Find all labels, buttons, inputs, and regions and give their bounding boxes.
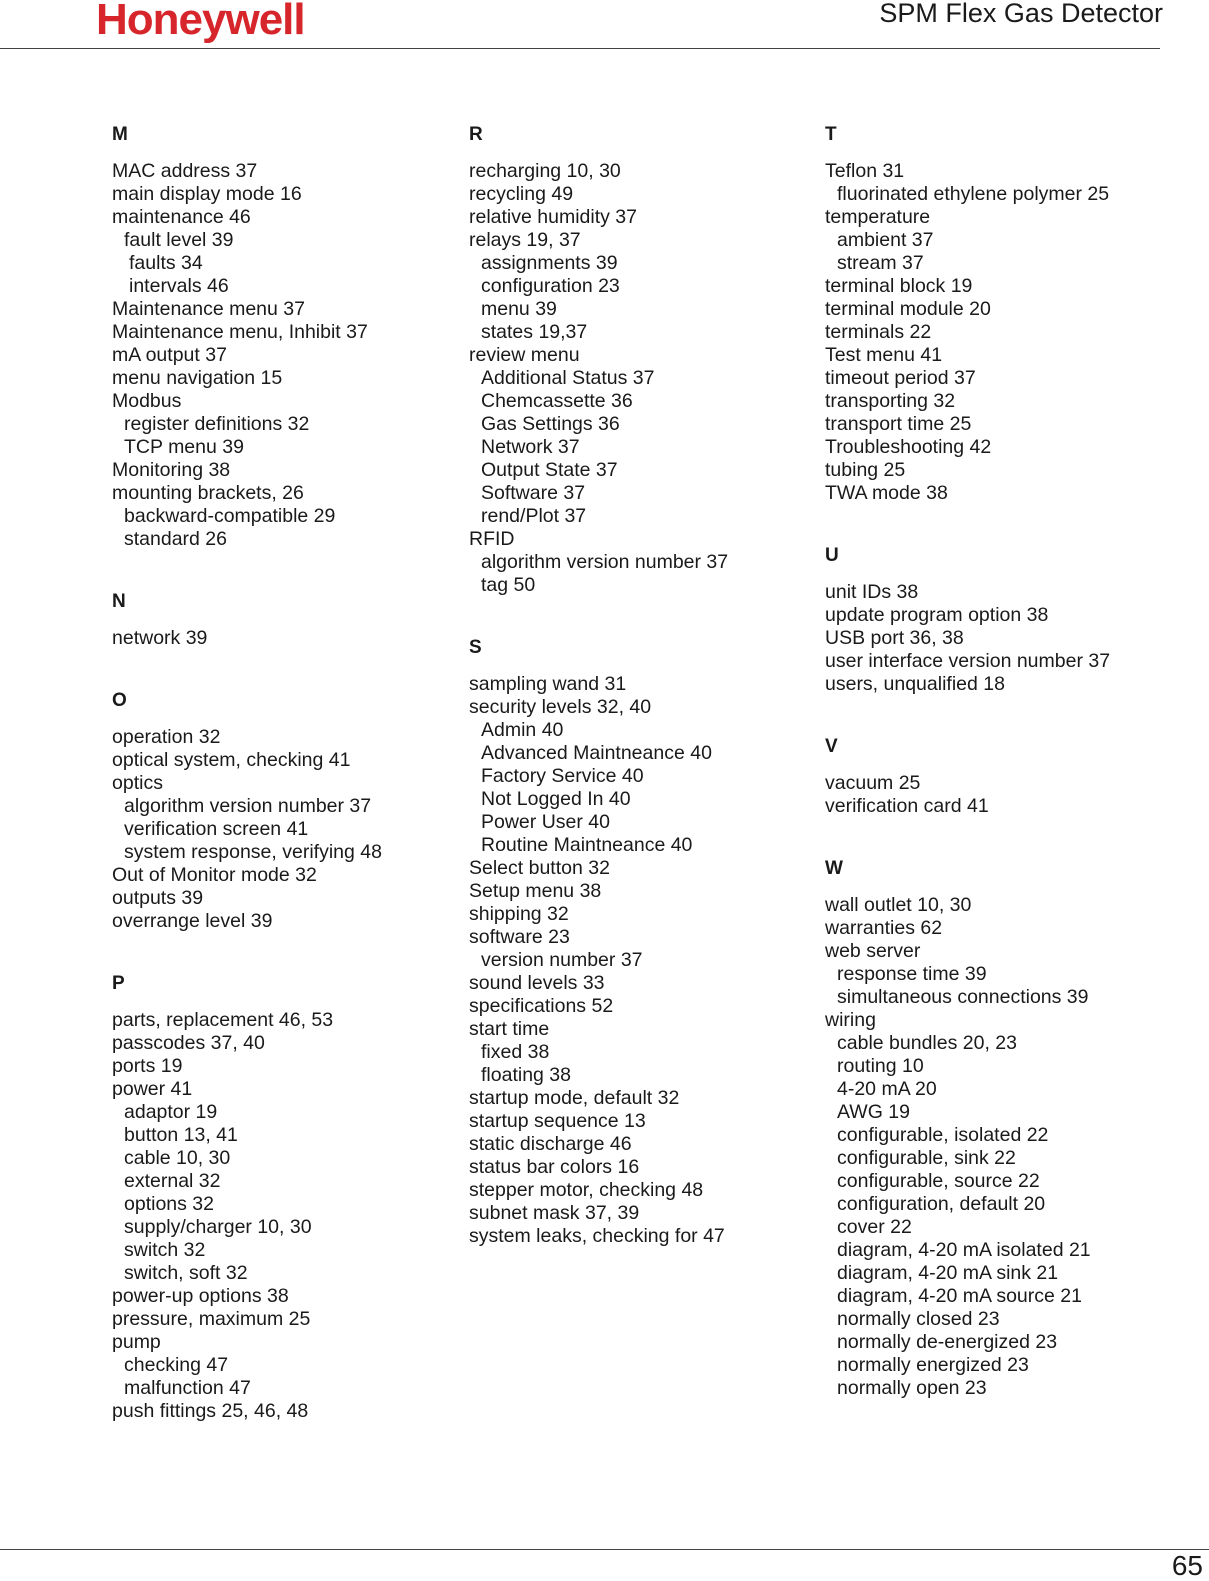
index-section: [469, 123, 809, 597]
index-entry: sound levels 33: [469, 972, 605, 994]
index-entry: sampling wand 31: [469, 673, 627, 695]
index-entry: overrange level 39: [112, 910, 273, 932]
index-entry: USB port 36, 38: [825, 627, 964, 649]
index-subentry: Routine Maintneance 40: [481, 834, 693, 856]
index-column-1: [112, 123, 452, 1462]
index-entry: maintenance 46: [112, 206, 251, 228]
index-entry: relays 19, 37: [469, 229, 581, 251]
index-entry: Out of Monitor mode 32: [112, 864, 317, 886]
index-subentry: configurable, isolated 22: [837, 1124, 1049, 1146]
index-subentry: options 32: [124, 1193, 214, 1215]
index-entry: terminal module 20: [825, 298, 991, 320]
index-subentry: switch, soft 32: [124, 1262, 248, 1284]
index-entry: timeout period 37: [825, 367, 976, 389]
footer-divider: [0, 1549, 1209, 1550]
index-subentry: cable 10, 30: [124, 1147, 231, 1169]
index-subentry: Network 37: [481, 436, 580, 458]
index-subentry: normally open 23: [837, 1377, 987, 1399]
index-subentry: intervals 46: [129, 275, 229, 297]
index-entry: users, unqualified 18: [825, 673, 1005, 695]
index-subentry: faults 34: [129, 252, 203, 274]
index-subentry: adaptor 19: [124, 1101, 218, 1123]
index-subentry: normally energized 23: [837, 1354, 1029, 1376]
index-subentry: diagram, 4-20 mA sink 21: [837, 1262, 1059, 1284]
page-number: 65: [1171, 1550, 1203, 1581]
index-entry: Maintenance menu, Inhibit 37: [112, 321, 368, 343]
section-letter: T: [825, 124, 837, 145]
index-subentry: Gas Settings 36: [481, 413, 620, 435]
index-subentry: cover 22: [837, 1216, 912, 1238]
index-subentry: Additional Status 37: [481, 367, 655, 389]
index-subentry: normally de-energized 23: [837, 1331, 1058, 1353]
index-entry: subnet mask 37, 39: [469, 1202, 640, 1224]
index-subentry: supply/charger 10, 30: [124, 1216, 312, 1238]
index-subentry: algorithm version number 37: [481, 551, 729, 573]
index-subentry: rend/Plot 37: [481, 505, 587, 527]
section-letter: S: [469, 637, 482, 658]
header-divider: [0, 48, 1160, 49]
index-column-2: [469, 123, 809, 1287]
index-subentry: assignments 39: [481, 252, 618, 274]
index-entry: terminals 22: [825, 321, 932, 343]
index-entry: pressure, maximum 25: [112, 1308, 311, 1330]
index-entry: pump: [112, 1331, 161, 1353]
index-subentry: floating 38: [481, 1064, 571, 1086]
index-entry: Modbus: [112, 390, 182, 412]
index-subentry: routing 10: [837, 1055, 924, 1077]
index-entry: wiring: [825, 1009, 876, 1031]
index-entry: wall outlet 10, 30: [825, 894, 972, 916]
index-entry: user interface version number 37: [825, 650, 1111, 672]
section-letter: N: [112, 591, 126, 612]
index-entry: startup mode, default 32: [469, 1087, 680, 1109]
index-subentry: 4-20 mA 20: [837, 1078, 937, 1100]
index-entry: system leaks, checking for 47: [469, 1225, 725, 1247]
index-entry: operation 32: [112, 726, 221, 748]
index-entry: mounting brackets, 26: [112, 482, 304, 504]
index-subentry: tag 50: [481, 574, 536, 596]
index-subentry: AWG 19: [837, 1101, 910, 1123]
index-entry: RFID: [469, 528, 515, 550]
index-entry: Teflon 31: [825, 160, 905, 182]
index-subentry: external 32: [124, 1170, 221, 1192]
index-entry: Monitoring 38: [112, 459, 231, 481]
section-letter: O: [112, 690, 127, 711]
index-subentry: fault level 39: [124, 229, 234, 251]
index-subentry: menu 39: [481, 298, 557, 320]
index-entry: unit IDs 38: [825, 581, 919, 603]
index-entry: status bar colors 16: [469, 1156, 640, 1178]
index-entry: Setup menu 38: [469, 880, 602, 902]
index-subentry: Factory Service 40: [481, 765, 644, 787]
index-section: [469, 636, 809, 1248]
index-subentry: Software 37: [481, 482, 586, 504]
index-entry: power 41: [112, 1078, 193, 1100]
index-subentry: simultaneous connections 39: [837, 986, 1089, 1008]
index-entry: web server: [825, 940, 921, 962]
index-section: [112, 689, 452, 933]
index-entry: MAC address 37: [112, 160, 258, 182]
index-entry: optical system, checking 41: [112, 749, 351, 771]
index-subentry: standard 26: [124, 528, 227, 550]
index-subentry: normally closed 23: [837, 1308, 1000, 1330]
index-entry: Test menu 41: [825, 344, 943, 366]
index-section: [825, 123, 1170, 505]
index-entry: Select button 32: [469, 857, 610, 879]
section-letter: P: [112, 973, 125, 994]
index-subentry: Admin 40: [481, 719, 564, 741]
index-entry: TWA mode 38: [825, 482, 948, 504]
index-subentry: button 13, 41: [124, 1124, 238, 1146]
index-subentry: ambient 37: [837, 229, 934, 251]
section-letter: W: [825, 858, 843, 879]
index-subentry: backward-compatible 29: [124, 505, 336, 527]
index-subentry: states 19,37: [481, 321, 588, 343]
index-entry: menu navigation 15: [112, 367, 283, 389]
section-letter: M: [112, 124, 128, 145]
index-subentry: switch 32: [124, 1239, 206, 1261]
index-entry: transporting 32: [825, 390, 956, 412]
index-subentry: Output State 37: [481, 459, 618, 481]
index-section: [825, 857, 1170, 1400]
index-section: [112, 972, 452, 1423]
index-subentry: configurable, source 22: [837, 1170, 1040, 1192]
index-entry: network 39: [112, 627, 208, 649]
index-entry: software 23: [469, 926, 570, 948]
index-subentry: stream 37: [837, 252, 924, 274]
index-subentry: fluorinated ethylene polymer 25: [837, 183, 1110, 205]
index-entry: stepper motor, checking 48: [469, 1179, 704, 1201]
index-entry: passcodes 37, 40: [112, 1032, 265, 1054]
index-column-3: [825, 123, 1170, 1439]
index-subentry: register definitions 32: [124, 413, 310, 435]
index-entry: shipping 32: [469, 903, 569, 925]
section-letter: R: [469, 124, 483, 145]
index-subentry: configuration 23: [481, 275, 620, 297]
index-entry: vacuum 25: [825, 772, 921, 794]
index-entry: update program option 38: [825, 604, 1049, 626]
brand-logo: Honeywell: [96, 0, 305, 44]
index-entry: ports 19: [112, 1055, 183, 1077]
index-entry: outputs 39: [112, 887, 204, 909]
index-entry: optics: [112, 772, 163, 794]
index-entry: parts, replacement 46, 53: [112, 1009, 334, 1031]
index-entry: relative humidity 37: [469, 206, 637, 228]
index-entry: push fittings 25, 46, 48: [112, 1400, 309, 1422]
index-section: [112, 123, 452, 551]
index-entry: security levels 32, 40: [469, 696, 652, 718]
index-entry: start time: [469, 1018, 550, 1040]
index-subentry: system response, verifying 48: [124, 841, 382, 863]
index-subentry: response time 39: [837, 963, 987, 985]
index-subentry: diagram, 4-20 mA source 21: [837, 1285, 1082, 1307]
index-entry: review menu: [469, 344, 580, 366]
index-entry: transport time 25: [825, 413, 972, 435]
index-entry: power-up options 38: [112, 1285, 289, 1307]
index-subentry: malfunction 47: [124, 1377, 251, 1399]
section-letter: U: [825, 545, 839, 566]
index-subentry: version number 37: [481, 949, 643, 971]
index-subentry: verification screen 41: [124, 818, 309, 840]
index-subentry: algorithm version number 37: [124, 795, 372, 817]
index-entry: startup sequence 13: [469, 1110, 646, 1132]
index-section: [825, 735, 1170, 818]
index-entry: recycling 49: [469, 183, 574, 205]
index-subentry: checking 47: [124, 1354, 229, 1376]
index-subentry: configurable, sink 22: [837, 1147, 1016, 1169]
index-entry: static discharge 46: [469, 1133, 632, 1155]
index-entry: tubing 25: [825, 459, 906, 481]
index-entry: main display mode 16: [112, 183, 302, 205]
index-subentry: fixed 38: [481, 1041, 550, 1063]
index-entry: Maintenance menu 37: [112, 298, 305, 320]
index-section: [112, 590, 452, 650]
index-entry: recharging 10, 30: [469, 160, 621, 182]
index-section: [825, 544, 1170, 696]
index-subentry: Advanced Maintneance 40: [481, 742, 712, 764]
index-entry: warranties 62: [825, 917, 943, 939]
index-entry: specifications 52: [469, 995, 614, 1017]
index-entry: verification card 41: [825, 795, 989, 817]
index-entry: mA output 37: [112, 344, 227, 366]
index-subentry: TCP menu 39: [124, 436, 244, 458]
index-entry: Troubleshooting 42: [825, 436, 992, 458]
index-subentry: cable bundles 20, 23: [837, 1032, 1017, 1054]
index-subentry: configuration, default 20: [837, 1193, 1046, 1215]
index-entry: terminal block 19: [825, 275, 973, 297]
document-title: SPM Flex Gas Detector: [879, 0, 1163, 28]
index-subentry: diagram, 4-20 mA isolated 21: [837, 1239, 1091, 1261]
section-letter: V: [825, 736, 838, 757]
index-subentry: Chemcassette 36: [481, 390, 633, 412]
index-entry: temperature: [825, 206, 931, 228]
index-subentry: Power User 40: [481, 811, 610, 833]
index-subentry: Not Logged In 40: [481, 788, 631, 810]
